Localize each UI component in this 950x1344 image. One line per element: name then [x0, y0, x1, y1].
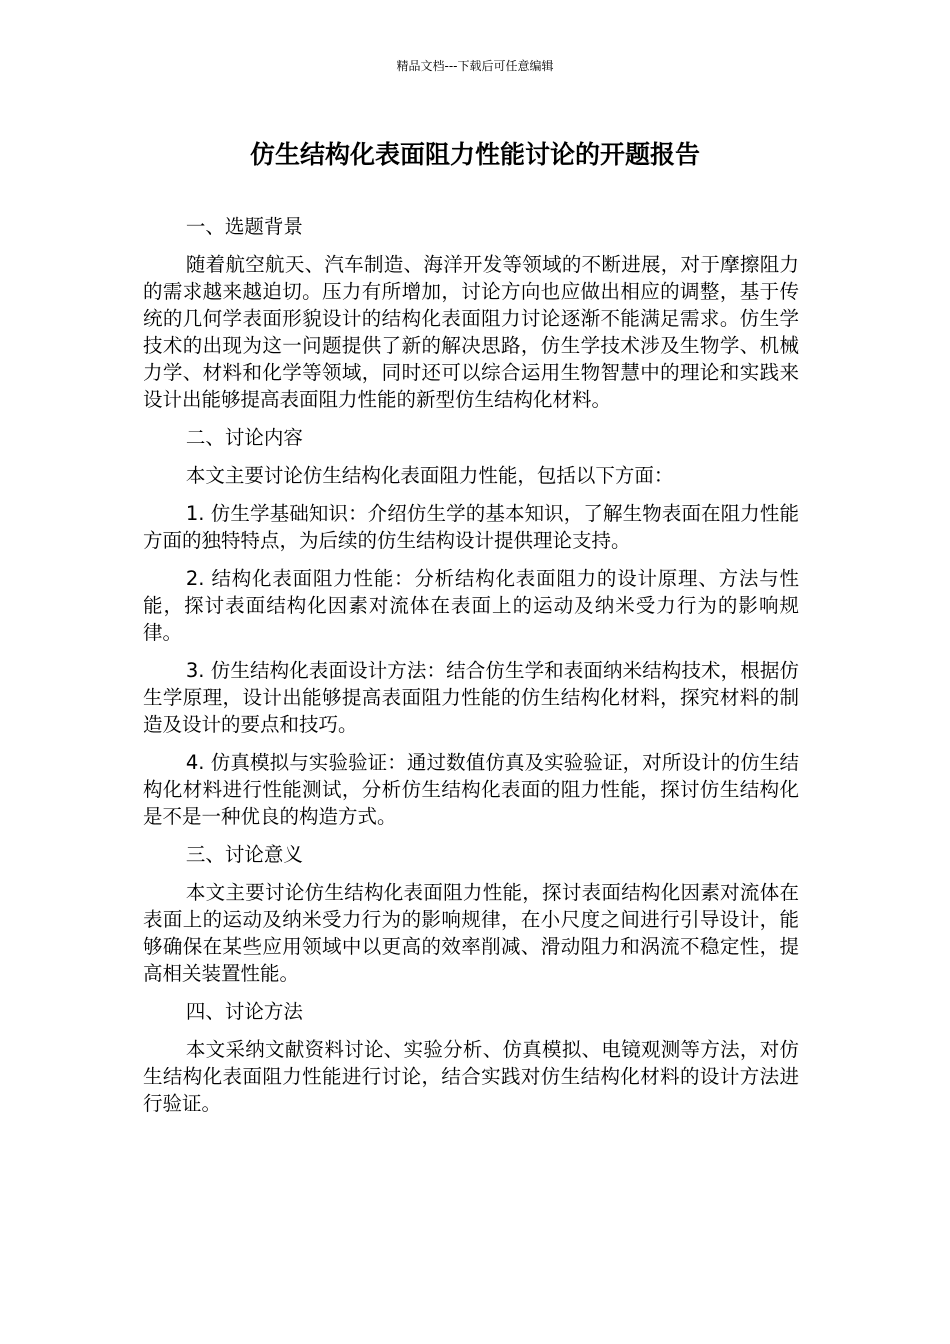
- section-heading-content: 二、讨论内容: [185, 426, 303, 449]
- list-item-content-3: 3. 仿生结构化表面设计方法：结合仿生学和表面纳米结构技术，根据仿生学原理，设计出能够提高表面阻力性能的仿生结构化材料，探究材料的制造及设计的要点和技巧。: [143, 659, 799, 736]
- paragraph-background: 随着航空航天、汽车制造、海洋开发等领域的不断进展，对于摩擦阻力的需求越来越迫切。压力有所增加，讨论方向也应做出相应的调整，基于传统的几何学表面形貌设计的结构化表面阻力讨论逐渐不能满足需求。仿生学技术的出现为这一问题提供了新的解决思路，仿生学技术涉及生物学、机械力学、材料和化学等领域，同时还可以综合运用生物智慧中的理论和实践来设计出能够提高表面阻力性能的新型仿生结构化材料。: [143, 253, 799, 411]
- list-item-content-2: 2. 结构化表面阻力性能：分析结构化表面阻力的设计原理、方法与性能，探讨表面结构化因素对流体在表面上的运动及纳米受力行为的影响规律。: [143, 567, 799, 644]
- document-body: [143, 213, 799, 1128]
- paragraph-method: 本文采纳文献资料讨论、实验分析、仿真模拟、电镜观测等方法，对仿生结构化表面阻力性能进行讨论，结合实践对仿生结构化材料的设计方法进行验证。: [143, 1038, 799, 1115]
- paragraph-significance: 本文主要讨论仿生结构化表面阻力性能，探讨表面结构化因素对流体在表面上的运动及纳米受力行为的影响规律，在小尺度之间进行引导设计，能够确保在某些应用领域中以更高的效率削减、滑动阻力和涡流不稳定性，提高相关装置性能。: [143, 881, 799, 985]
- header-note: 精品文档---下载后可任意编辑: [396, 59, 554, 73]
- section-heading-method: 四、讨论方法: [185, 1000, 303, 1023]
- paragraph-content-intro: 本文主要讨论仿生结构化表面阻力性能，包括以下方面：: [185, 464, 674, 487]
- section-heading-significance: 三、讨论意义: [185, 843, 303, 866]
- section-heading-background: 一、选题背景: [185, 215, 303, 238]
- document-title: 仿生结构化表面阻力性能讨论的开题报告: [249, 140, 700, 169]
- list-item-content-4: 4. 仿真模拟与实验验证：通过数值仿真及实验验证，对所设计的仿生结构化材料进行性能测试，分析仿生结构化表面的阻力性能，探讨仿生结构化是不是一种优良的构造方式。: [143, 751, 799, 828]
- list-item-content-1: 1. 仿生学基础知识：介绍仿生学的基本知识，了解生物表面在阻力性能方面的独特特点，为后续的仿生结构设计提供理论支持。: [143, 502, 799, 552]
